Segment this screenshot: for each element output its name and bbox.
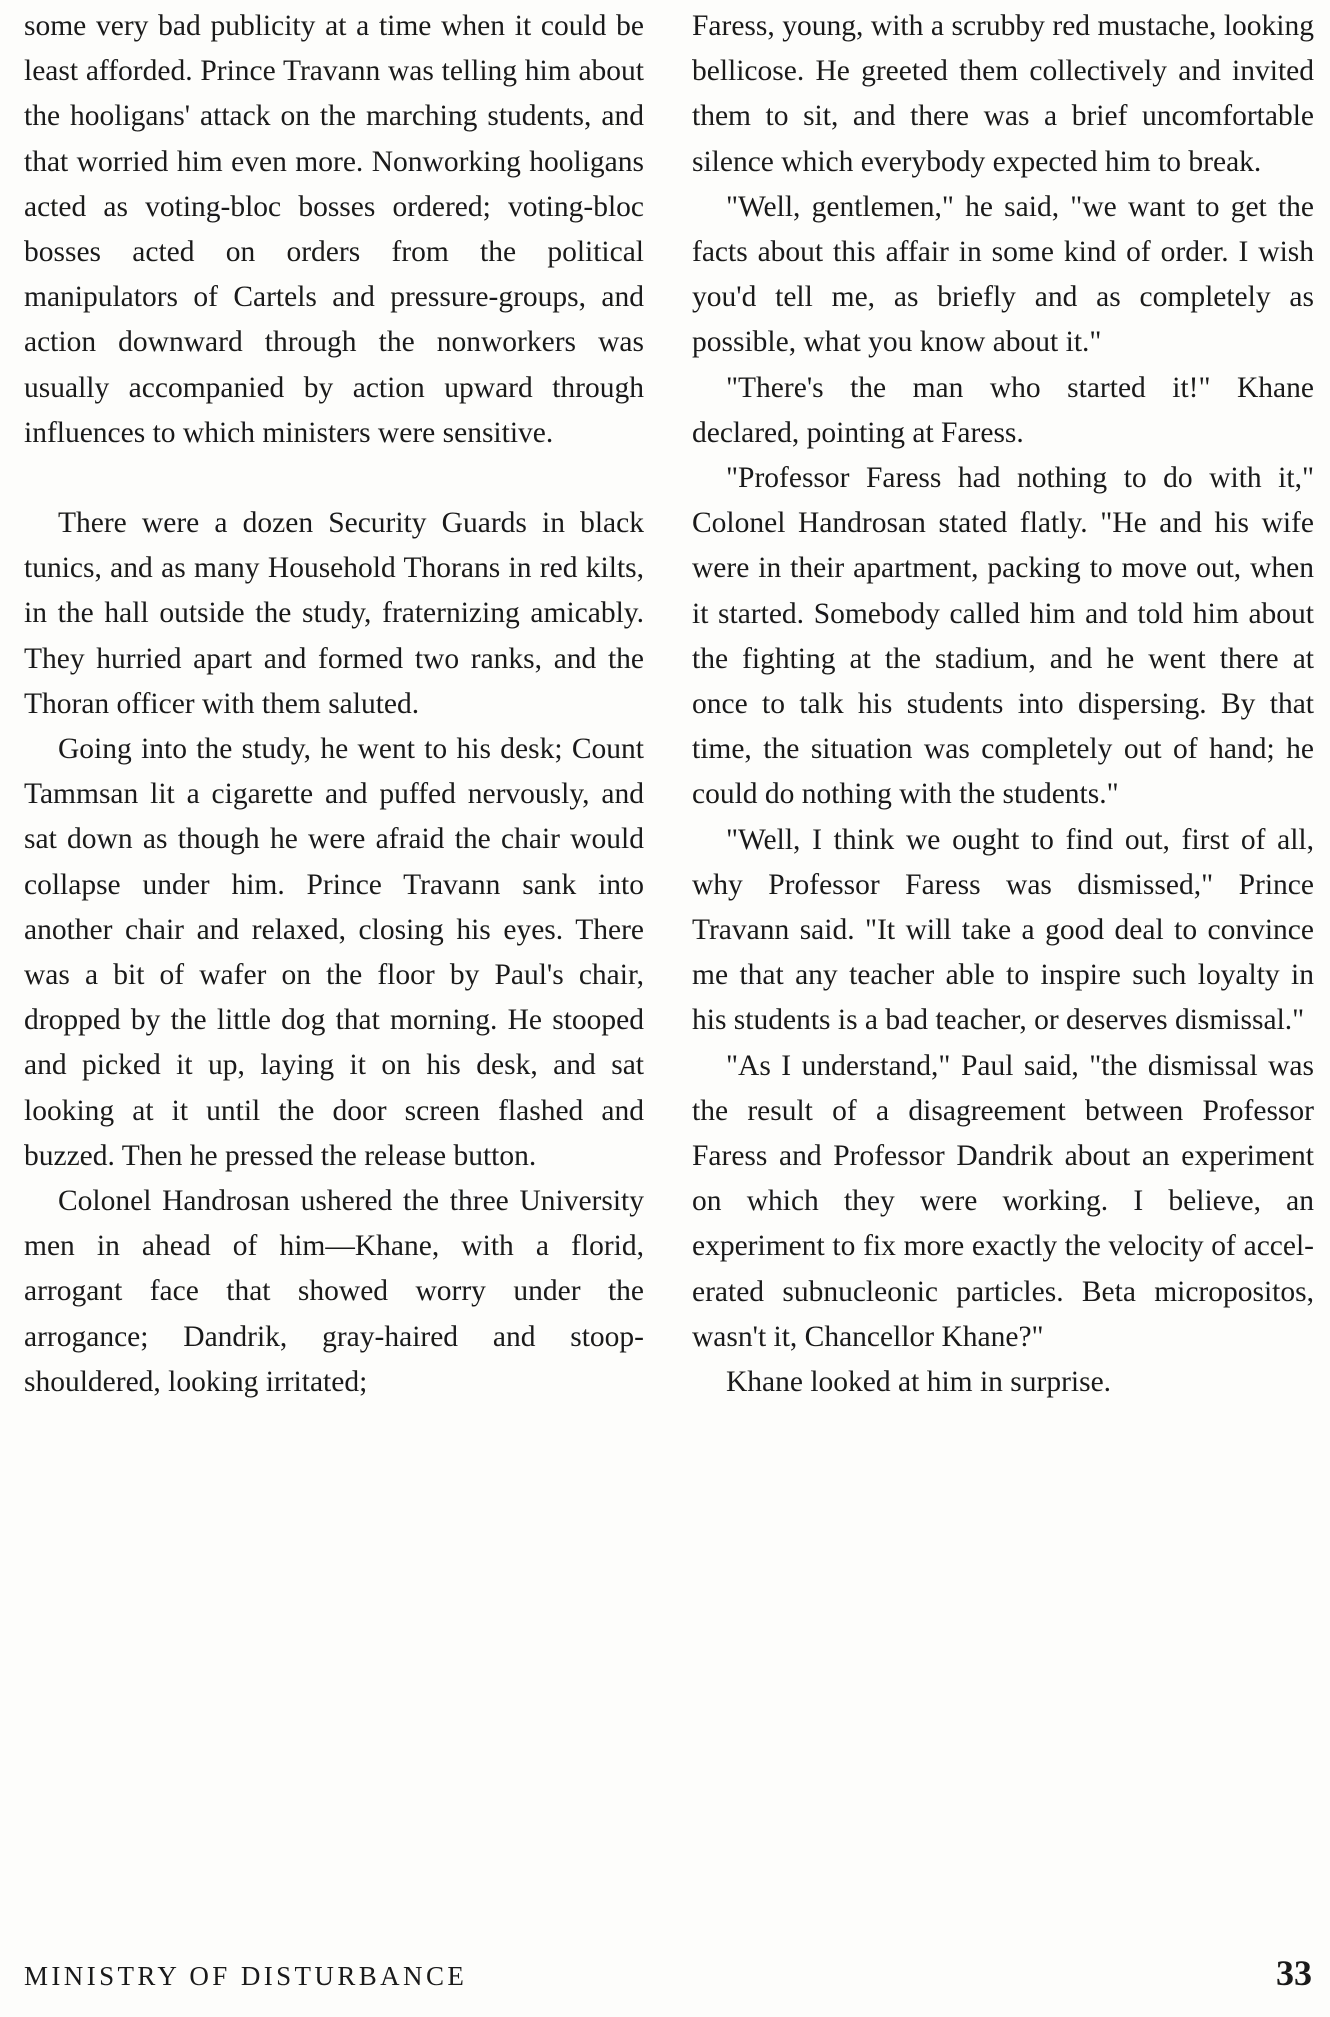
- running-title: MINISTRY OF DISTURBANCE: [24, 1961, 468, 1991]
- right-text-column: [692, 4, 1314, 1405]
- paragraph: "Well, gentlemen," he said, "we want to get the facts about this affair in some kind of order. I wish you'd tell me, as briefly and as completely as possible, what you know about it.": [692, 190, 1314, 359]
- paragraph: some very bad publicity at a time when it could be least afforded. Prince Travann was telling him about the hooligans' attack on the marching students, and that worried him even more. Nonworking hooligans acted as voting-bloc bosses ordered; voting-bloc bosses acted on orders from the political manipulators of Cartels and pressure-groups, and action downward through the nonworkers was usually accompanied by action upward through influences to which ministers were sensitive.: [24, 10, 644, 449]
- paragraph: "As I understand," Paul said, "the dismissal was the result of a disagreement between Professor Faress and Professor Dandrik about an experiment on which they were working. I believe, an experiment to fix more exactly the velocity of accelerated subnucleonic particles. Beta micropositos, wasn't it, Chancellor Khane?": [692, 1049, 1314, 1353]
- left-text-column: [24, 4, 644, 1405]
- paragraph: Faress, young, with a scrubby red mustache, looking bellicose. He greeted them collectively and invited them to sit, and there was a brief uncomfortable silence which everybody expected him to break.: [692, 10, 1314, 178]
- paragraph: Going into the study, he went to his desk; Count Tammsan lit a cigarette and puffed nervously, and sat down as though he were afraid the chair would collapse under him. Prince Travann sank into another chair and relaxed, closing his eyes. There was a bit of wafer on the floor by Paul's chair, dropped by the little dog that morning. He stooped and picked it up, laying it on his desk, and sat looking at it until the door screen flashed and buzzed. Then he pressed the release button.: [24, 733, 644, 1172]
- paragraph: "There's the man who started it!" Khane declared, pointing at Faress.: [692, 371, 1314, 449]
- page-footer: [24, 1952, 1312, 2000]
- paragraph: Colonel Handrosan ushered the three University men in ahead of him—Khane, with a florid, arrogant face that showed worry under the arrogance; Dandrik, gray-haired and stoop-shouldered, looking irritated;: [24, 1185, 644, 1398]
- paragraph: "Professor Faress had nothing to do with it," Colonel Handrosan stated flatly. "He and his wife were in their apartment, packing to move out, when it started. Somebody called him and told him about the fighting at the stadium, and he went there at once to talk his students into dispersing. By that time, the situation was completely out of hand; he could do nothing with the students.": [692, 462, 1314, 811]
- paragraph: Khane looked at him in surprise.: [726, 1366, 1112, 1399]
- paragraph: "Well, I think we ought to find out, first of all, why Professor Faress was dismissed," Prince Travann said. "It will take a good deal to convince me that any teacher able to inspire such loyalty in his students is a bad teacher, or deserves dismissal.": [692, 823, 1314, 1037]
- paragraph: There were a dozen Security Guards in black tunics, and as many Household Thorans in red kilts, in the hall outside the study, fraternizing amicably. They hurried apart and formed two ranks, and the Thoran officer with them saluted.: [24, 507, 644, 720]
- page-number: 33: [1276, 1953, 1312, 1993]
